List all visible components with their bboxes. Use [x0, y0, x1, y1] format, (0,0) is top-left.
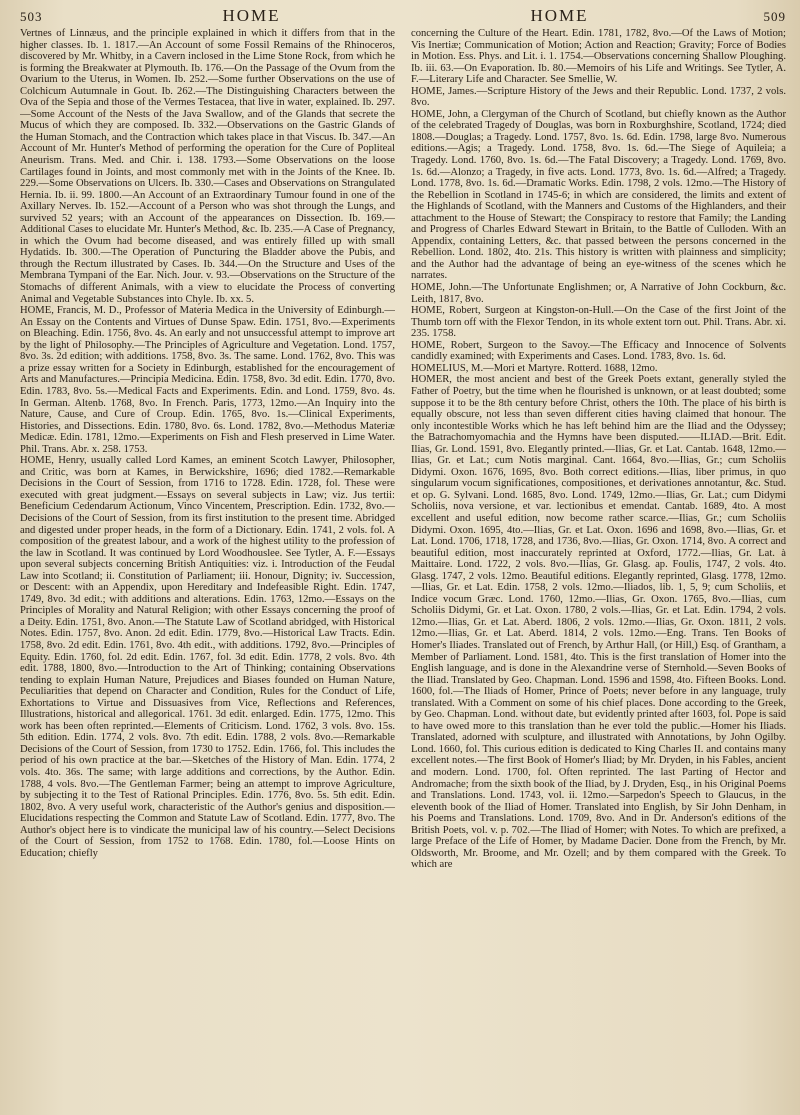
right-running-title: HOME	[530, 6, 589, 25]
left-page-number: 503	[20, 9, 43, 24]
left-running-title: HOME	[222, 6, 281, 25]
left-header	[20, 6, 403, 26]
right-header	[403, 6, 786, 26]
right-column-text: concerning the Culture of the Heart. Edin. 1781, 1782, 8vo.—Of the Laws of Motion; Vis Inertiæ; Communication of Motion; Action and Reaction; Gravity; Force of Bodies in Motion. Ess. Phys. and Lit. i. 1. 1754.—Observations concerning Shallow Ploughing. Ib. iii. 63.—On Evaporation. Ib. 80.—Memoirs of his Life and Writings. See Tytler, A. F.—Literary Life and Character. See Smellie, W. HOME, James.—Scripture History of the Jews and their Republic. Lond. 1737, 2 vols. 8vo. HOME, John, a Clergyman of the Church of Scotland, but chiefly known as the Author of the celebrated Tragedy of Douglas, was born in Roxburghshire, Scotland, 1724; died 1808.—Douglas; a Tragedy. Lond. 1757, 8vo. 1s. 6d. Edin. 1798, large 8vo. Numerous editions.—Agis; a Tragedy. Lond. 1758, 8vo. 1s. 6d.—The Siege of Aquileia; a Tragedy. Lond. 1760, 8vo. 1s. 6d.—The Fatal Discovery; a Tragedy. Lond. 1769, 8vo. 1s. 6d.—Alonzo; a Tragedy, in five acts. Lond. 1773, 8vo. 1s. 6d.—Alfred; a Tragedy. Lond. 1778, 8vo. 1s. 6d.—Dramatic Works. Edin. 1798, 2 vols. 12mo.—The History of the Rebellion in Scotland in 1745-6; in which are considered, the limits and extent of the Highlands of Scotland, with the Manners and Customs of the Highlanders, and their attachment to the House of Stewart; the Conspiracy to restore that Family; the Landing and Progress of Charles Edward Stewart in Britain, to the Battle of Culloden. With an Appendix, containing Letters, &c. that passed between the persons concerned in the Rebellion. Lond. 1802, 4to. 21s. This history is written with plainness and simplicity; and the Author had the advantage of being an eye-witness of the scenes which he narrates. HOME, John.—The Unfortunate Englishmen; or, A Narrative of John Cockburn, &c. Leith, 1817, 8vo. HOME, Robert, Surgeon at Kingston-on-Hull.—On the Case of the first Joint of the Thumb torn off with the Flexor Tendon, in its whole extent torn out. Phil. Trans. Abr. xi. 235. 1758. HOME, Robert, Surgeon to the Savoy.—The Efficacy and Innocence of Solvents candidly examined; with Experiments and Cases. Lond. 1783, 8vo. 1s. 6d. HOMELIUS, M.—Mori et Martyre. Rotterd. 1688, 12mo. HOMER, the most ancient and best of the Greek Poets extant, generally styled the Father of Poetry, but the time when he flourished is unknown, or at least doubted; some suppose it to be the 8th century before Christ, others the 10th. The place of his birth is equally obscure, not less than seven different cities having claimed that honour. The only incontestible Works which he has left behind him are the Iliad and the Odyssey; the Batrachomyomachia and the Hymns have been disputed.——ILIAD.—Brit. Edit. Ilias, Gr. Lond. 1591, 8vo. Elegantly printed.—Ilias, Gr. et Lat. Cantab. 1648, 12mo.—Ilias, Gr. et Lat.; cum Notis marginal. Cant. 1664, 8vo.—Ilias, Gr.; cum Scholiis Didymi. Oxon. 1676, 1695, 8vo. Both correct editions.—Ilias, liber primus, in quo singularum vocum significationes, compositiones, et derivationes annotantur, &c. Stud. et op. G. Sylvani. Lond. 1685, 8vo. Lond. 1749, 12mo.—Ilias, Gr. Lat.; cum Didymi Scholiis, nova versione, et var. lectionibus et emendat. Cantab. 1689, 4to. A most excellent and useful edition, now become rather scarce.—Ilias, Gr.; cum Scholiis Didymi. Oxon. 1695, 4to.—Ilias, Gr. et Lat. Oxon. 1696 and 1698, 8vo.—Ilias, Gr. et Lat. Lond. 1706, 1718, 1728, and 1736, 8vo.—Ilias, Gr. Oxon. 1714, 8vo. A correct and beautiful edition, most inaccurately reprinted at Oxford, 1772.—Ilias, Gr. Lat. à Maittaire. Lond. 1722, 2 vols. 8vo.—Ilias, Gr. Glasg. ap. Foulis, 1747, 2 vols. 4to. Glasg. 1747, 2 vols. 12mo. Beautiful editions. Elegantly reprinted, Glasg. 1778, 12mo.—Ilias, Gr. et Lat. Edin. 1758, 2 vols. 12mo.—Iliados, lib. 1, 5, 9; cum Scholiis, et Indice vocum Græc. Lond. 1760, 12mo.—Ilias, Gr. Oxon. 1765, 8vo.—Ilias, cum Scholiis Didymi, Gr. et Lat. Oxon. 1780, 2 vols.—Ilias, Gr. et Lat. Edin. 1794, 2 vols. 12mo.—Ilias, Gr. et Lat. Aberd. 1806, 2 vols. 12mo.—Ilias, Gr. Oxon. 1811, 2 vols. 12mo.—Ilias, Gr. et Lat. Aberd. 1814, 2 vols. 12mo.—Eng. Trans. Ten Books of Homer's Iliades. Translated out of French, by Arthur Hall, (or Hill,) Esq. of Grantham, a Member of Parliament. Lond. 1581, 4to. This is the first translation of Homer into the English language, and is done in the Alexandrine verse of Sternhold.—Seven Books of the Iliad. Translated by Geo. Chapman. Lond. 1596 and 1598, 4to. Fifteen Books. Lond. 1600, fol.—The Iliads of Homer, Prince of Poets; never before in any language, truly translated. With a Comment on some of his chief places. Done according to the Greek, by Geo. Chapman. Lond. without date, but evidently printed after 1603, fol. Pope is said to have owed more to this translation than he ever told the public.—Homer his Iliads. Translated, adorned with sculpture, and illustrated with Annotations, by John Ogilby. Lond. 1660, fol. This curious edition is dedicated to King Charles II. and contains many excellent notes.—The first Book of Homer's Iliad; by Mr. Dryden, in his Fables, ancient and modern. Lond. 1700, fol. Often reprinted. The last Parting of Hector and Andromache; from the sixth book of the Iliad, by J. Dryden, Esq., in his Original Poems and Translations. Lond. 1743, vol. ii. 12mo.—Sarpedon's Speech to Glaucus, in the eleventh book of the Iliad of Homer. Translated into English, by Sir John Denham, in his Poems and Translations. Lond. 1709, 8vo. And in Dr. Anderson's editions of the British Poets, vol. v. p. 702.—The Iliad of Homer; with Notes. To which are prefixed, a large Preface of the Life of Homer, by Madame Dacier. Done from the French, by Mr. Oldsworth, Mr. Broome, and Mr. Ozell; and by them compared with the Greek. To which are	[411, 28, 786, 871]
left-column	[20, 28, 395, 1108]
right-page-number: 509	[763, 9, 786, 24]
running-header	[20, 6, 786, 28]
right-column	[411, 28, 786, 1108]
left-column-text: Vertnes of Linnæus, and the principle explained in which it differs from that in the higher classes. Ib. 1. 1817.—An Account of some Fossil Remains of the Rhinoceros, discovered by Mr. Whitby, in a Cavern inclosed in the Lime Stone Rock, from which he is forming the Breakwater at Plymouth. Ib. 176.—On the Passage of the Ovum from the Ovarium to the Uterus, in Women. Ib. 252.—Some further Observations on the use of Colchicum Autumnale in Gout. Ib. 262.—The Distinguishing Characters between the Ova of the Sepia and those of the Vermes Testacea, that live in water, explained. Ib. 297.—Some Account of the Nests of the Java Swallow, and of the Glands that secrete the Mucus of which they are composed. Ib. 332.—Observations on the Gastric Glands of the Human Stomach, and the Contraction which takes place in that Viscus. Ib. 347.—An Account of Mr. Hunter's Method of performing the operation for the Cure of Popliteal Aneurism. Trans. Med. and Chir. i. 138. 1793.—Some Observations on the loose Cartilages found in Joints, and most commonly met with in the Joints of the Knee. Ib. 229.—Some Observations on Ulcers. Ib. 330.—Cases and Observations on Strangulated Hernia. Ib. ii. 99. 1800.—An Account of an Extraordinary Tumour found in one of the Axillary Nerves. Ib. 152.—Account of a Person who was shot through the Lungs, and survived 52 years; with an Account of the appearances on Dissection. Ib. 169.—Additional Cases to elucidate Mr. Hunter's Method, &c. Ib. 235.—A Case of Pregnancy, in which the Ovum had become diseased, and was entirely filled up with small Hydatids. Ib. 300.—The Operation of Puncturing the Bladder above the Pubis, and through the Rectum illustrated by Cases. Ib. 344.—On the Structure and Uses of the Membrana Tympani of the Ear. Nich. Jour. v. 93.—Observations on the Structure of the Stomachs of different Animals, with a view to elucidate the Process of converting Animal and Vegetable Substances into Chyle. Ib. xx. 5. HOME, Francis, M. D., Professor of Materia Medica in the University of Edinburgh.—An Essay on the Contents and Virtues of Dunse Spaw. Edin. 1751, 8vo.—Experiments on Bleaching. Edin. 1756, 8vo. 4s. An early and not unsuccessful attempt to improve art by the light of Philosophy.—The Principles of Agriculture and Vegetation. Lond. 1757, 8vo. 3s. 2d edition; with additions. 1758, 8vo. 3s. The same. Lond. 1762, 8vo. This was a prize essay written for a Society in Edinburgh, established for the encouragement of Arts and Manufactures.—Principia Medicina. Edin. 1758, 8vo. 3d edit. Edin. 1770, 8vo. Edin. 1783, 8vo. 5s.—Medical Facts and Experiments. Edin. and Lond. 1759, 8vo. 4s. In German. Altenb. 1768, 8vo. In French. Paris, 1773, 12mo.—An Inquiry into the Nature, Cause, and Cure of Croup. Edin. 1765, 8vo. 1s.—Clinical Experiments, Histories, and Dissections. Edin. 1780, 8vo. 6s. Lond. 1782, 8vo.—Methodus Materiæ Medicæ. Edin. 1781, 12mo.—Experiments on Fish and Flesh preserved in Lime Water. Phil. Trans. Abr. x. 258. 1753. HOME, Henry, usually called Lord Kames, an eminent Scotch Lawyer, Philosopher, and Critic, was born at Kames, in Berwickshire, 1696; died 1782.—Remarkable Decisions in the Court of Session, from 1716 to 1728. Edin. 1728, fol. These were executed with great judgment.—Essays on several subjects in Law; viz. Jus tertii: Beneficium Cedendarum Actionum, Vinco Vincentem, Prescription. Edin. 1732, 8vo.—Decisions of the Court of Session, from its first institution to the present time. Abridged and digested under proper heads, in the form of a Dictionary. Edin. 1741, 2 vols. fol. A composition of the greatest labour, and a work of the highest utility to the profession of the law in Scotland. It was continued by Lord Woodhouslee. See Tytler, A. F.—Essays upon several subjects concerning British Antiquities: viz. i. Introduction of the Feudal Law into Scotland; ii. Constitution of Parliament; iii. Honour, Dignity; iv. Succession, or Descent: with an Appendix, upon Hereditary and Indefeasible Right. Edin. 1747, 1749, 8vo. 3d edit.; with additions and alterations. Edin. 1763, 12mo.—Essays on the Principles of Morality and Natural Religion; with other Essays concerning the proof of a Deity. Edin. 1751, 8vo. Anon.—The Statute Law of Scotland abridged, with Historical Notes. Edin. 1757, 8vo. Anon. 2d edit. Edin. 1779, 8vo.—Historical Law Tracts. Edin. 1758, 8vo. 2d edit. Edin. 1761, 8vo. 4th edit., with additions. 1792, 8vo.—Principles of Equity. Edin. 1760, fol. 2d edit. Edin. 1767, fol. 3d edit. Edin. 1778, 2 vols. 8vo. 4th edit. 1788, 1800, 8vo.—Introduction to the Art of Thinking; containing Observations tending to explain Human Nature, Prejudices and Biases founded on Human Nature, Peculiarities that depend on Character and Condition, Rules for the Conduct of Life, Exhortations to Virtue and Dissuasives from Vice, Reflections and References, Illustrations, historical and allegorical. 1761. 3d edit. enlarged. Edin. 1775, 12mo. This work has been often reprinted.—Elements of Criticism. Lond. 1762, 3 vols. 8vo. 15s. 5th edition. Edin. 1774, 2 vols. 8vo. 7th edit. Edin. 1788, 2 vols. 8vo.—Remarkable Decisions of the Court of Session, from 1730 to 1752. Edin. 1766, fol. This includes the period of his own practice at the bar.—Sketches of the History of Man. Edin. 1774, 2 vols. 4to. 36s. The same; with large additions and corrections, by the Author. Edin. 1788, 4 vols. 8vo.—The Gentleman Farmer; being an attempt to improve Agriculture, by subjecting it to the Test of Rational Principles. Edin. 1776, 8vo. 5s. 5th edit. Edin. 1802, 8vo. A very useful work, characteristic of the Author's genius and disposition.—Elucidations respecting the Common and Statute Law of Scotland. Edin. 1777, 8vo. The Author's object here is to vindicate the municipal law of his country.—Select Decisions of the Court of Session, from 1752 to 1768. Edin. 1780, fol.—Loose Hints on Education; chiefly	[20, 28, 395, 859]
text-columns	[20, 28, 786, 1108]
